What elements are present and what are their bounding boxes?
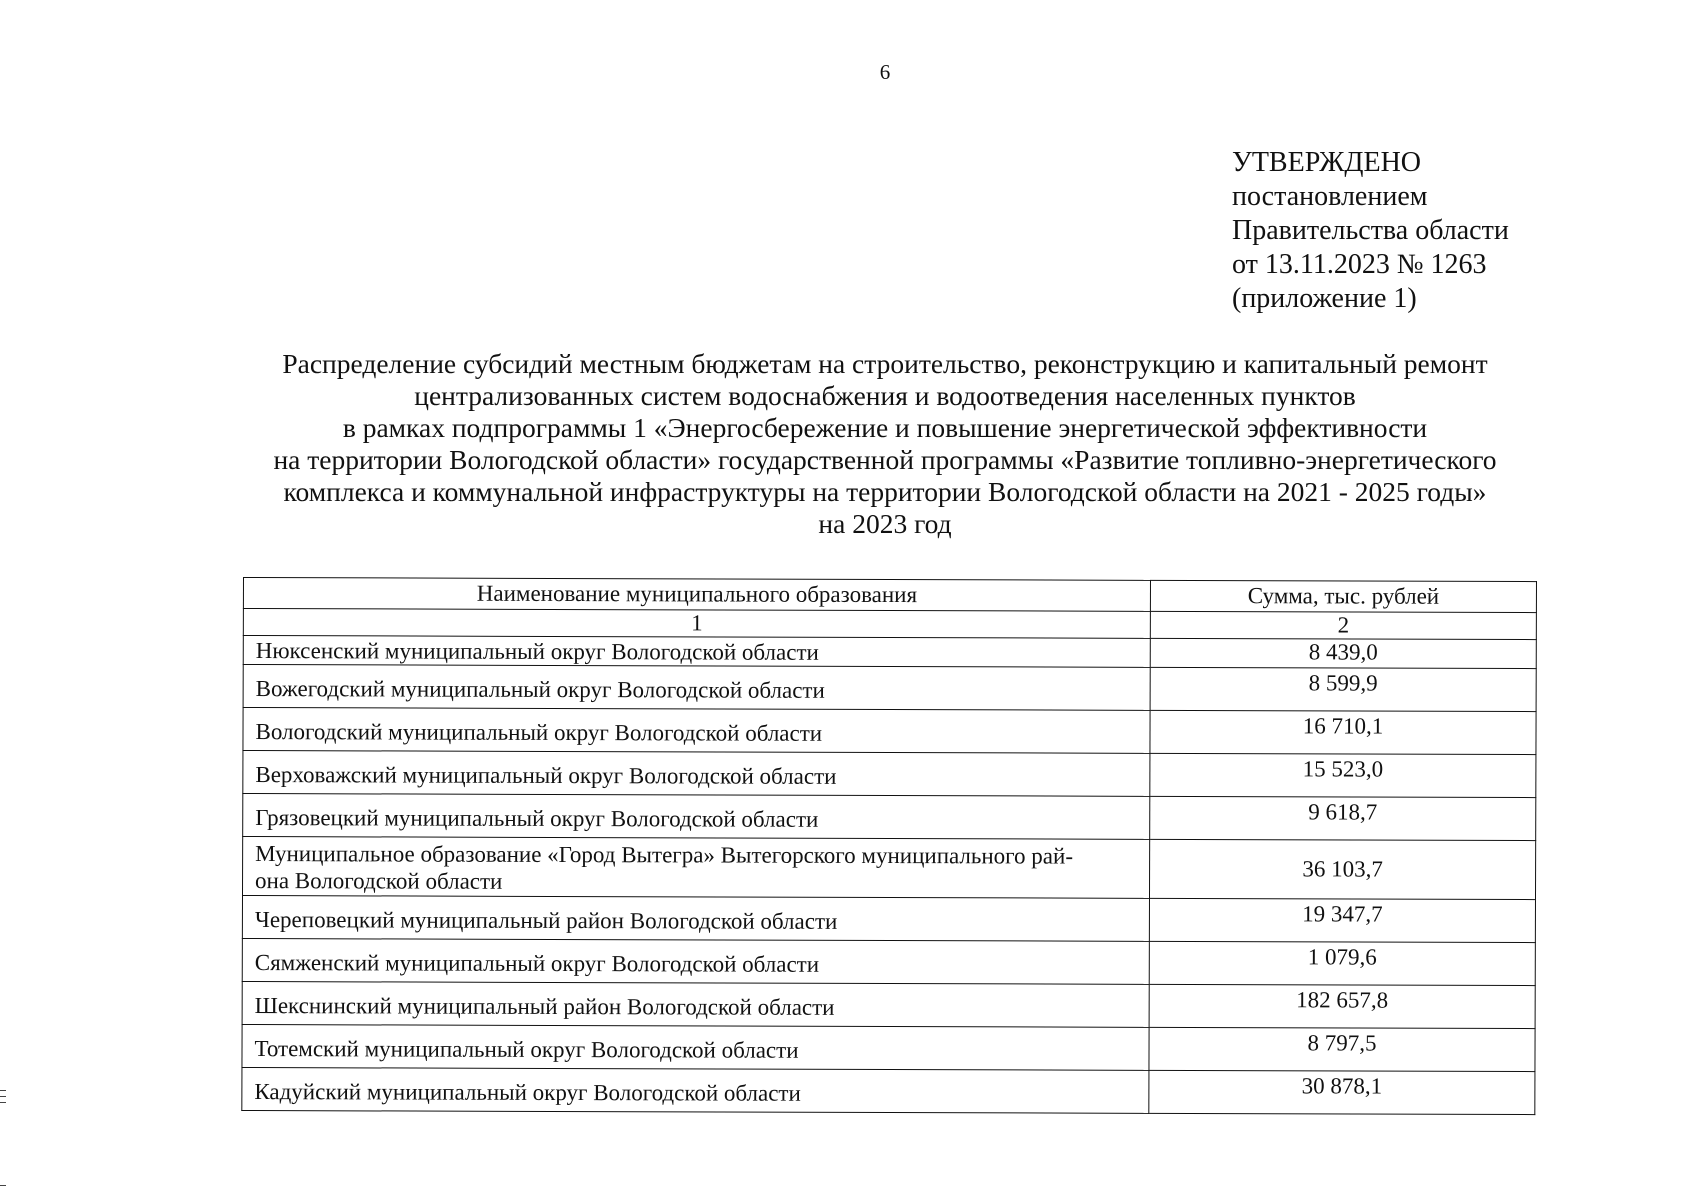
subsidy-amount: 8 797,5 — [1149, 1027, 1535, 1071]
subsidy-amount: 16 710,1 — [1150, 710, 1536, 754]
table-row — [242, 981, 1535, 1028]
municipality-name-line: Муниципальное образование «Город Вытегра» Вытегорского муниципального рай- — [255, 841, 1074, 869]
approval-appendix: (приложение 1) — [1232, 283, 1417, 314]
table-row — [243, 794, 1536, 841]
column-number: 1 — [243, 609, 1150, 639]
municipality-name: Сямженский муниципальный округ Вологодской области — [242, 938, 1149, 984]
scan-margin-mark — [0, 1090, 6, 1091]
municipality-name: Вологодский муниципальный округ Вологодской области — [243, 708, 1150, 754]
table-row — [243, 751, 1536, 798]
municipality-name-line: она Вологодской области — [255, 868, 503, 894]
subsidy-amount: 182 657,8 — [1149, 984, 1535, 1028]
title-line: в рамках подпрограммы 1 «Энергосбережение и повышение энергетической эффективности — [342, 412, 1428, 443]
municipality-name: Шекснинский муниципальный район Вологодской области — [242, 981, 1149, 1027]
subsidy-amount: 8 599,9 — [1150, 667, 1536, 711]
header-amount: Сумма, тыс. рублей — [1150, 580, 1536, 612]
table-row — [242, 938, 1535, 985]
document-title — [200, 348, 1570, 540]
subsidy-amount: 15 523,0 — [1150, 753, 1536, 797]
title-line: комплекса и коммунальной инфраструктуры на территории Вологодской области на 2021 - 2025 годы» — [283, 476, 1487, 507]
subsidy-amount: 19 347,7 — [1149, 898, 1535, 942]
approval-heading: УТВЕРЖДЕНО — [1232, 147, 1422, 178]
approval-date-number: от 13.11.2023 № 1263 — [1232, 249, 1487, 280]
column-number: 2 — [1150, 611, 1536, 639]
approval-line: постановлением — [1232, 181, 1428, 212]
subsidy-amount: 9 618,7 — [1150, 796, 1536, 840]
municipality-name: Нюксенский муниципальный округ Вологодской области — [243, 636, 1150, 668]
subsidy-amount: 36 103,7 — [1149, 839, 1535, 899]
table-row — [243, 665, 1536, 712]
municipality-name: Вожегодский муниципальный округ Вологодской области — [243, 665, 1150, 711]
scan-margin-mark — [0, 1102, 6, 1103]
table-row — [243, 708, 1536, 755]
subsidy-table — [241, 577, 1536, 1115]
scan-margin-mark — [0, 1096, 6, 1097]
table-row — [242, 1024, 1535, 1071]
header-municipality: Наименование муниципального образования — [243, 578, 1150, 612]
approval-stamp — [1232, 146, 1509, 316]
approval-line: Правительства области — [1232, 215, 1509, 246]
table-row — [242, 1067, 1535, 1114]
scan-margin-mark — [0, 1185, 6, 1186]
municipality-name: Грязовецкий муниципальный округ Вологодской области — [243, 794, 1150, 840]
subsidy-amount: 30 878,1 — [1149, 1070, 1535, 1114]
title-line: Распределение субсидий местным бюджетам на строительство, реконструкцию и капитальный ремонт — [282, 348, 1488, 379]
table-row — [242, 837, 1535, 900]
municipality-name: Череповецкий муниципальный район Вологодской области — [242, 896, 1149, 942]
table-row — [242, 896, 1535, 943]
municipality-name: Кадуйский муниципальный округ Вологодской области — [242, 1067, 1149, 1113]
table-header-row — [243, 578, 1536, 613]
table-row — [243, 636, 1536, 669]
title-line: централизованных систем водоснабжения и водоотведения населенных пунктов — [414, 380, 1356, 411]
column-number-row — [243, 609, 1536, 640]
municipality-name: Тотемский муниципальный округ Вологодской области — [242, 1024, 1149, 1070]
subsidy-amount: 8 439,0 — [1150, 638, 1536, 668]
municipality-name: Верховажский муниципальный округ Вологодской области — [243, 751, 1150, 797]
title-line: на территории Вологодской области» государственной программы «Развитие топливно-энергетического — [273, 444, 1497, 475]
title-line: на 2023 год — [818, 508, 952, 539]
subsidy-amount: 1 079,6 — [1149, 941, 1535, 985]
page-number: 6 — [879, 60, 891, 84]
municipality-name — [242, 837, 1149, 899]
